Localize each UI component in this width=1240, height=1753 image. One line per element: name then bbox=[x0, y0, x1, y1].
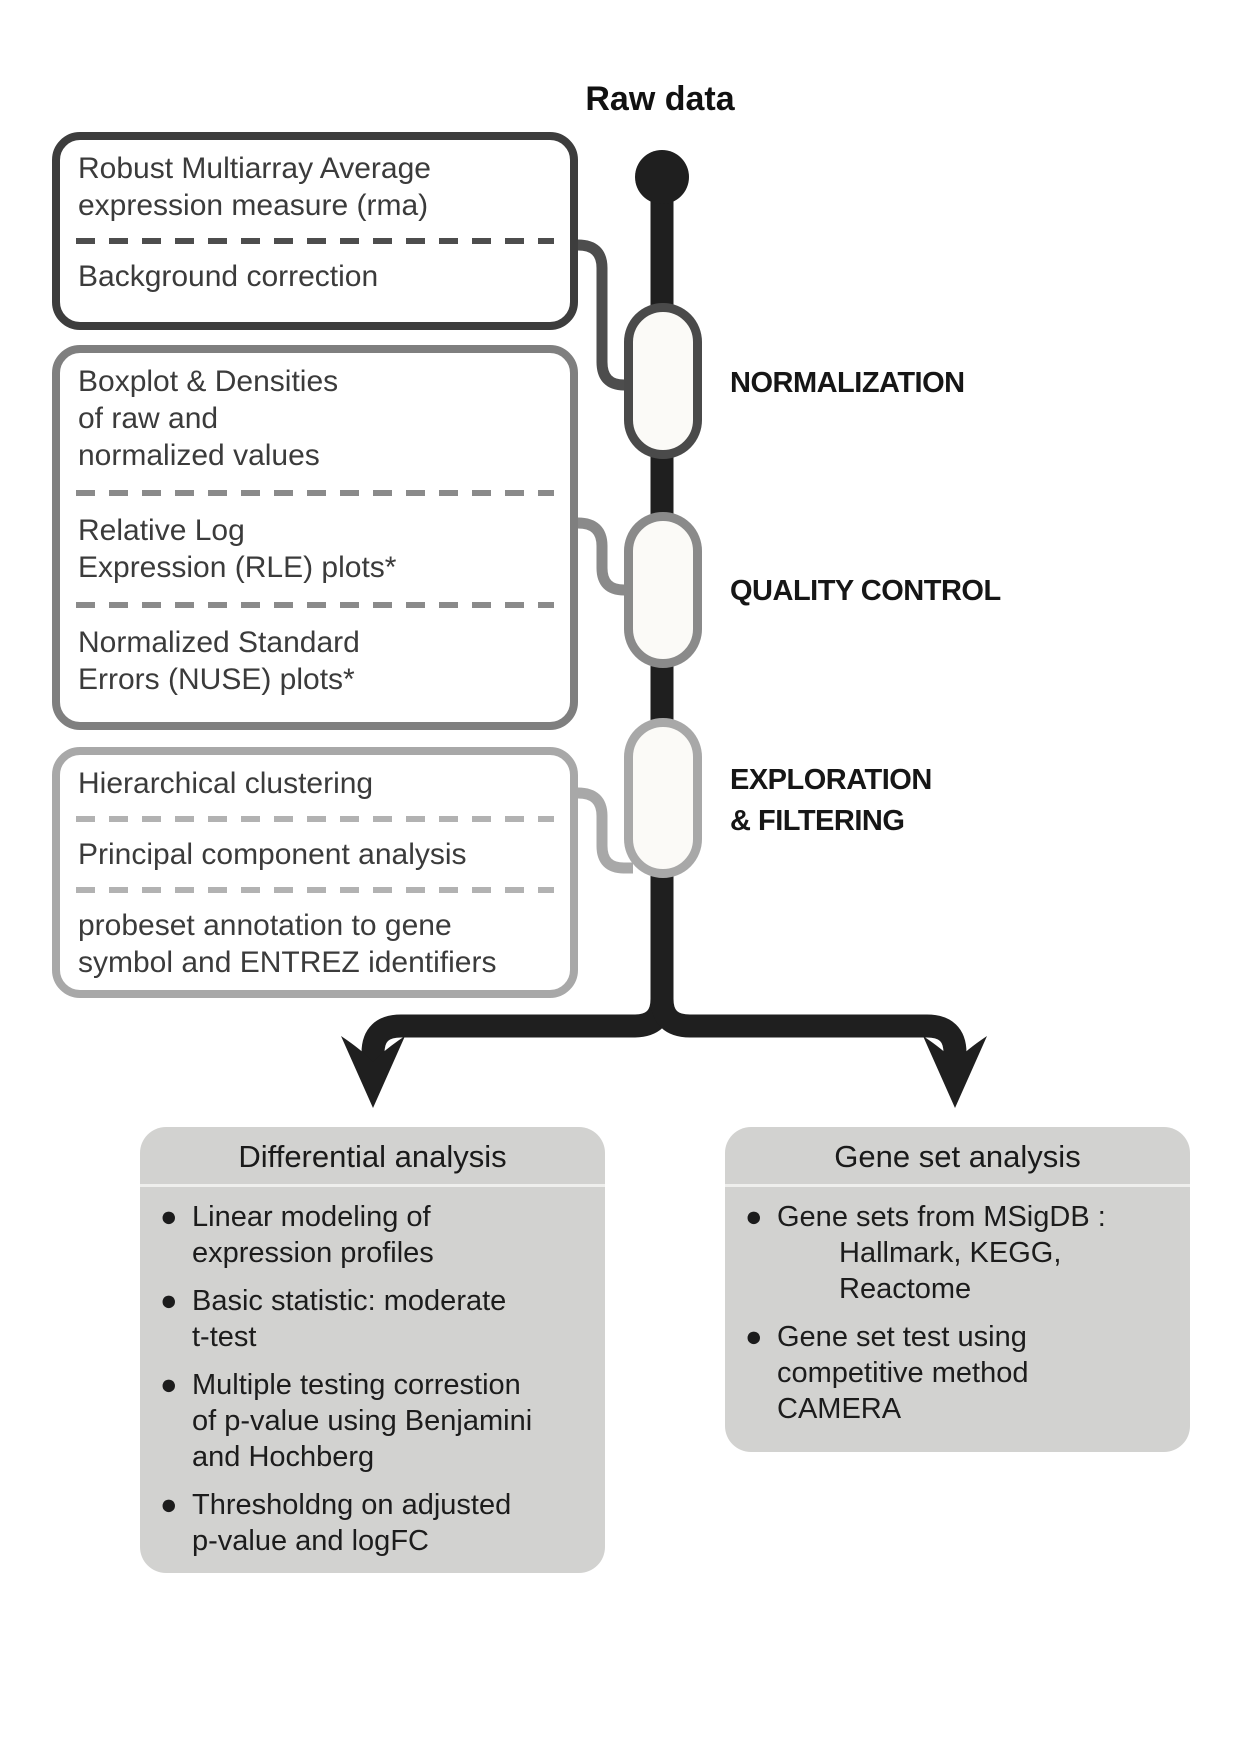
bullet-lines bbox=[777, 1319, 1178, 1427]
method-line: Normalized Standard bbox=[78, 626, 360, 659]
bullet-line: Linear modeling of bbox=[192, 1201, 431, 1233]
bullet-line: Hallmark, KEGG, bbox=[839, 1237, 1062, 1269]
raw-data-label: Raw data bbox=[585, 80, 735, 118]
bullet-line: Multiple testing correstion bbox=[192, 1369, 521, 1401]
bullet-item bbox=[160, 1367, 593, 1475]
bullet-lines bbox=[192, 1487, 593, 1559]
bullet-line: Thresholdng on adjusted bbox=[192, 1489, 512, 1521]
bullet-lines bbox=[192, 1367, 593, 1475]
bullet-dot-icon: ● bbox=[160, 1285, 178, 1317]
dashed-divider bbox=[76, 887, 554, 893]
method-line: normalized values bbox=[78, 439, 320, 472]
method-section bbox=[76, 620, 554, 702]
panel-title: Differential analysis bbox=[140, 1127, 605, 1187]
method-section bbox=[76, 146, 554, 228]
method-line: of raw and bbox=[78, 402, 219, 435]
dashed-divider bbox=[76, 490, 554, 496]
method-line: Expression (RLE) plots* bbox=[78, 551, 397, 584]
method-section bbox=[76, 254, 554, 299]
bullet-line: of p-value using Benjamini bbox=[192, 1405, 533, 1437]
dashed-divider bbox=[76, 602, 554, 608]
bullet-dot-icon: ● bbox=[745, 1201, 763, 1233]
method-line: Boxplot & Densities bbox=[78, 365, 339, 398]
method-section bbox=[76, 903, 554, 985]
dashed-divider bbox=[76, 816, 554, 822]
bullet-dot-icon: ● bbox=[160, 1489, 178, 1521]
panel-body bbox=[725, 1187, 1190, 1427]
panel-gene-set-analysis bbox=[725, 1127, 1190, 1452]
method-section bbox=[76, 508, 554, 590]
method-line: Hierarchical clustering bbox=[78, 767, 374, 800]
bullet-line: Reactome bbox=[839, 1273, 972, 1305]
method-box-normalization bbox=[52, 132, 578, 330]
bullet-lines bbox=[192, 1283, 593, 1355]
exploration-node bbox=[624, 718, 702, 878]
bullet-item bbox=[745, 1199, 1178, 1307]
normalization-node bbox=[624, 303, 702, 459]
bullet-line: Gene sets from MSigDB : bbox=[777, 1201, 1106, 1233]
bullet-line: t-test bbox=[192, 1321, 257, 1353]
bullet-line: Basic statistic: moderate bbox=[192, 1285, 507, 1317]
stage-label-line: EXPLORATION bbox=[730, 764, 932, 796]
raw-data-node-dot bbox=[635, 150, 689, 204]
bullet-dot-icon: ● bbox=[160, 1201, 178, 1233]
bullet-line: CAMERA bbox=[777, 1393, 902, 1425]
method-line: Background correction bbox=[78, 260, 379, 293]
bullet-item bbox=[745, 1319, 1178, 1427]
method-section bbox=[76, 832, 554, 877]
method-section bbox=[76, 359, 554, 478]
panel-title: Gene set analysis bbox=[725, 1127, 1190, 1187]
method-line: Robust Multiarray Average bbox=[78, 152, 431, 185]
bullet-line: competitive method bbox=[777, 1357, 1029, 1389]
method-line: expression measure (rma) bbox=[78, 189, 429, 222]
method-line: symbol and ENTREZ identifiers bbox=[78, 946, 497, 979]
bullet-dot-icon: ● bbox=[745, 1321, 763, 1353]
panel-differential-analysis bbox=[140, 1127, 605, 1573]
dashed-divider bbox=[76, 238, 554, 244]
bullet-line: Gene set test using bbox=[777, 1321, 1027, 1353]
stage-label-exploration bbox=[730, 760, 932, 842]
quality-control-node bbox=[624, 512, 702, 668]
bullet-dot-icon: ● bbox=[160, 1369, 178, 1401]
method-section bbox=[76, 761, 554, 806]
bullet-item bbox=[160, 1283, 593, 1355]
method-box-exploration bbox=[52, 747, 578, 998]
bullet-line: and Hochberg bbox=[192, 1441, 375, 1473]
bullet-item bbox=[160, 1487, 593, 1559]
method-box-quality-control bbox=[52, 345, 578, 730]
stage-label-normalization: NORMALIZATION bbox=[730, 367, 965, 399]
fork-branch-right bbox=[662, 975, 955, 1062]
bullet-lines bbox=[777, 1199, 1178, 1307]
panel-body bbox=[140, 1187, 605, 1559]
bullet-line: p-value and logFC bbox=[192, 1525, 429, 1557]
method-line: Principal component analysis bbox=[78, 838, 467, 871]
method-line: probeset annotation to gene bbox=[78, 909, 452, 942]
stage-label-line: & FILTERING bbox=[730, 805, 905, 837]
method-line: Relative Log bbox=[78, 514, 245, 547]
bullet-line: expression profiles bbox=[192, 1237, 434, 1269]
method-line: Errors (NUSE) plots* bbox=[78, 663, 355, 696]
bullet-lines bbox=[192, 1199, 593, 1271]
bullet-item bbox=[160, 1199, 593, 1271]
stage-label-quality-control: QUALITY CONTROL bbox=[730, 575, 1001, 607]
